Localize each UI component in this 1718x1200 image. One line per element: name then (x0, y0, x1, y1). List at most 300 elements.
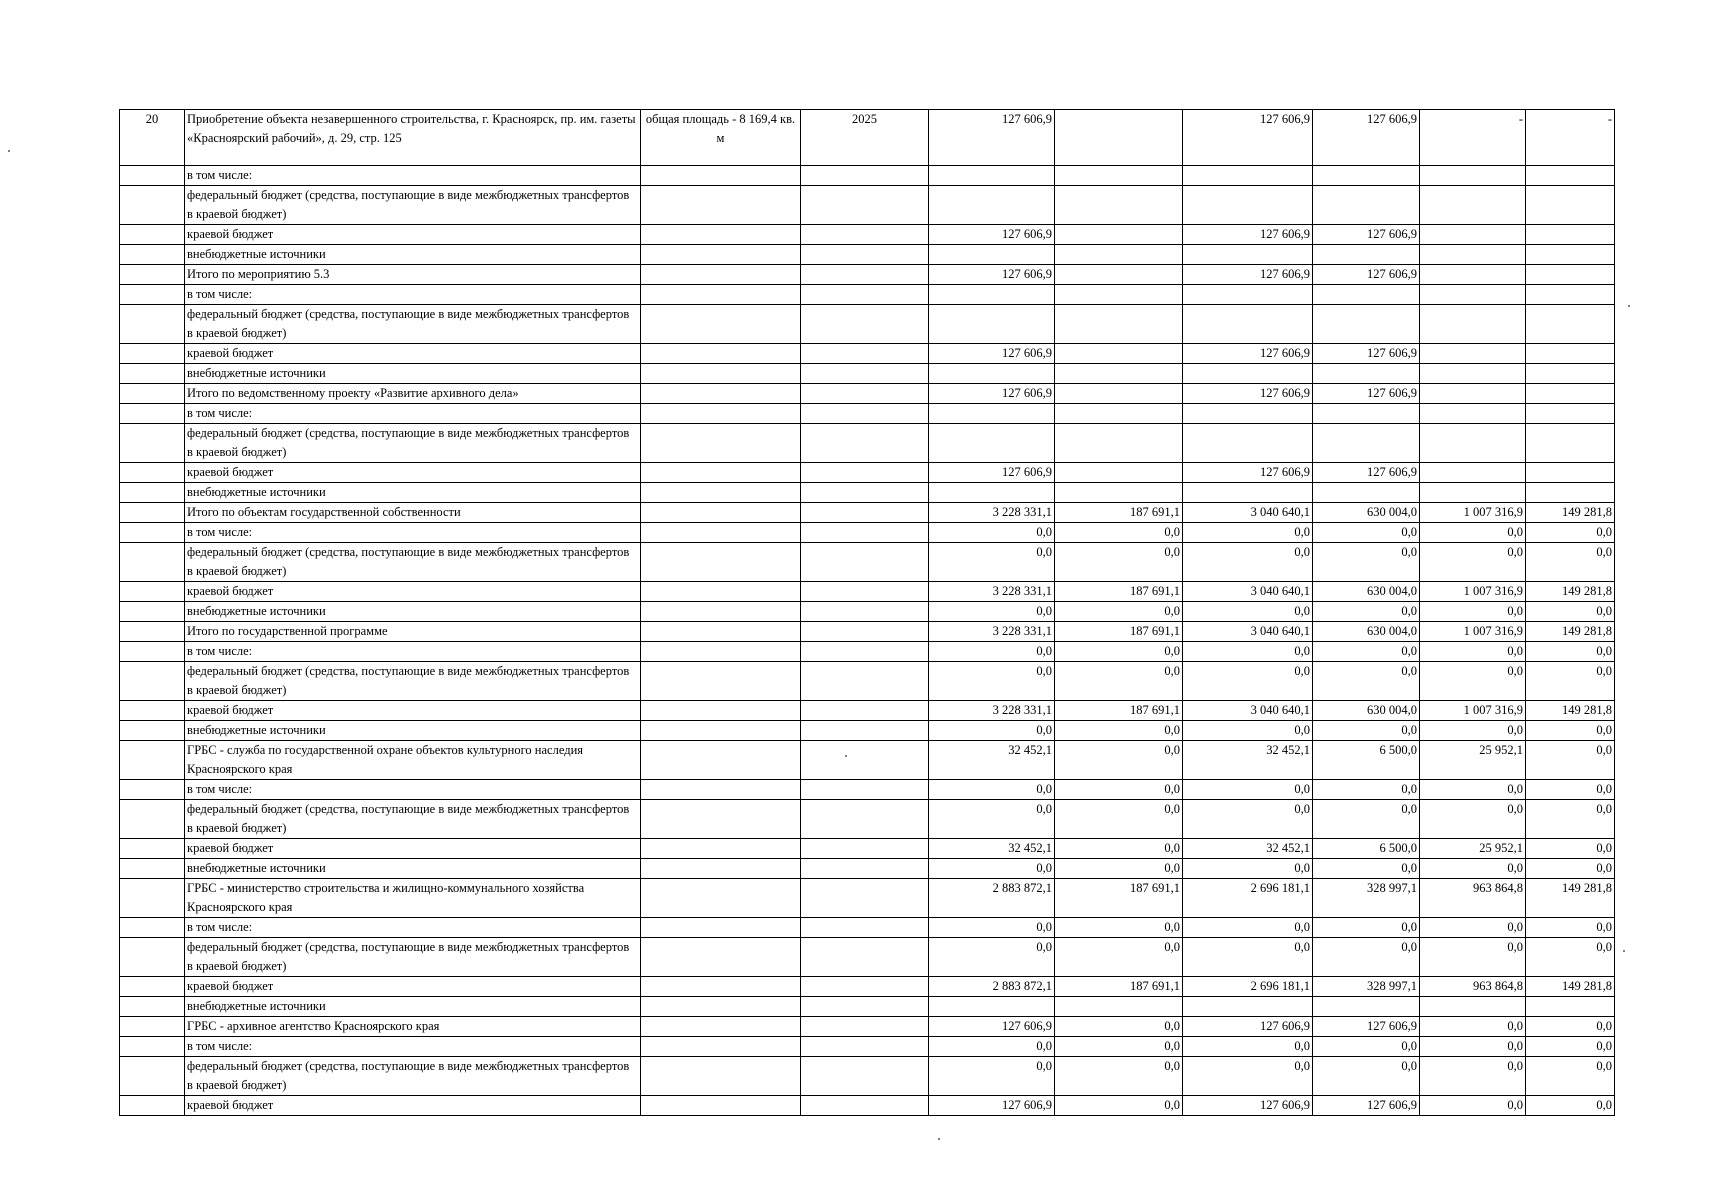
amount-cell: 0,0 (1420, 523, 1526, 543)
amount-cell (1420, 166, 1526, 186)
year-cell (801, 701, 929, 721)
amount-cell: 0,0 (1183, 642, 1313, 662)
characteristic-cell (641, 186, 801, 225)
characteristic-cell (641, 879, 801, 918)
amount-cell: 0,0 (929, 523, 1055, 543)
amount-cell: 1 007 316,9 (1420, 622, 1526, 642)
amount-cell: 0,0 (1526, 642, 1615, 662)
year-cell (801, 186, 929, 225)
year-cell (801, 839, 929, 859)
table-row (120, 1017, 1615, 1037)
scan-speck (1623, 950, 1625, 952)
amount-cell (1183, 997, 1313, 1017)
amount-cell: 0,0 (1183, 938, 1313, 977)
row-number-cell (120, 523, 185, 543)
amount-cell (1420, 404, 1526, 424)
description-cell: Итого по мероприятию 5.3 (185, 265, 641, 285)
amount-cell: 0,0 (929, 543, 1055, 582)
year-cell (801, 1037, 929, 1057)
amount-cell: 0,0 (929, 662, 1055, 701)
amount-cell (1420, 424, 1526, 463)
amount-cell: 127 606,9 (1313, 225, 1420, 245)
description-cell: ГРБС - архивное агентство Красноярского края (185, 1017, 641, 1037)
table-row (120, 701, 1615, 721)
amount-cell: 0,0 (1313, 800, 1420, 839)
amount-cell (1313, 245, 1420, 265)
description-cell: федеральный бюджет (средства, поступающие в виде межбюджетных трансфертов в краевой бюджет) (185, 424, 641, 463)
description-cell: федеральный бюджет (средства, поступающие в виде межбюджетных трансфертов в краевой бюджет) (185, 662, 641, 701)
characteristic-cell: общая площадь - 8 169,4 кв. м (641, 110, 801, 166)
characteristic-cell (641, 543, 801, 582)
year-cell (801, 622, 929, 642)
amount-cell: 0,0 (1420, 1017, 1526, 1037)
amount-cell: 0,0 (1313, 1057, 1420, 1096)
amount-cell (929, 166, 1055, 186)
characteristic-cell (641, 424, 801, 463)
year-cell (801, 741, 929, 780)
amount-cell: 2 696 181,1 (1183, 879, 1313, 918)
description-cell: внебюджетные источники (185, 483, 641, 503)
amount-cell: 0,0 (1055, 543, 1183, 582)
amount-cell (1526, 404, 1615, 424)
description-cell: краевой бюджет (185, 463, 641, 483)
amount-cell: 127 606,9 (1313, 344, 1420, 364)
amount-cell: 0,0 (1183, 859, 1313, 879)
year-cell (801, 543, 929, 582)
characteristic-cell (641, 977, 801, 997)
amount-cell: 0,0 (1526, 918, 1615, 938)
amount-cell: 0,0 (1183, 800, 1313, 839)
amount-cell: 3 040 640,1 (1183, 622, 1313, 642)
table-row (120, 839, 1615, 859)
row-number-cell (120, 285, 185, 305)
table-row (120, 186, 1615, 225)
year-cell (801, 404, 929, 424)
amount-cell: 0,0 (1183, 662, 1313, 701)
amount-cell: 127 606,9 (929, 1096, 1055, 1116)
table-row (120, 800, 1615, 839)
amount-cell: 127 606,9 (1183, 384, 1313, 404)
amount-cell: 0,0 (929, 780, 1055, 800)
amount-cell: 149 281,8 (1526, 879, 1615, 918)
amount-cell: 0,0 (1183, 543, 1313, 582)
characteristic-cell (641, 523, 801, 543)
row-number-cell (120, 839, 185, 859)
table-row (120, 523, 1615, 543)
characteristic-cell (641, 1017, 801, 1037)
year-cell (801, 424, 929, 463)
amount-cell (1313, 305, 1420, 344)
amount-cell (1526, 384, 1615, 404)
amount-cell: 0,0 (1420, 1037, 1526, 1057)
year-cell (801, 642, 929, 662)
amount-cell (1526, 364, 1615, 384)
row-number-cell (120, 918, 185, 938)
characteristic-cell (641, 305, 801, 344)
amount-cell: 0,0 (1055, 642, 1183, 662)
amount-cell: 0,0 (1420, 800, 1526, 839)
amount-cell: 0,0 (1420, 918, 1526, 938)
amount-cell: 0,0 (1313, 662, 1420, 701)
table-row (120, 364, 1615, 384)
table-row (120, 463, 1615, 483)
description-cell: федеральный бюджет (средства, поступающие в виде межбюджетных трансфертов в краевой бюджет) (185, 186, 641, 225)
amount-cell: 0,0 (1526, 1096, 1615, 1116)
amount-cell: 0,0 (1526, 938, 1615, 977)
amount-cell (1055, 245, 1183, 265)
year-cell (801, 265, 929, 285)
characteristic-cell (641, 997, 801, 1017)
table-row (120, 285, 1615, 305)
amount-cell: 127 606,9 (929, 110, 1055, 166)
table-row (120, 110, 1615, 166)
amount-cell: 0,0 (1420, 662, 1526, 701)
amount-cell: 1 007 316,9 (1420, 582, 1526, 602)
year-cell (801, 1017, 929, 1037)
characteristic-cell (641, 839, 801, 859)
characteristic-cell (641, 800, 801, 839)
amount-cell: 0,0 (1526, 602, 1615, 622)
table-row (120, 977, 1615, 997)
description-cell: внебюджетные источники (185, 602, 641, 622)
amount-cell (1526, 186, 1615, 225)
amount-cell: 0,0 (1420, 721, 1526, 741)
amount-cell: 127 606,9 (1183, 1096, 1313, 1116)
amount-cell (1313, 483, 1420, 503)
amount-cell: 0,0 (1055, 523, 1183, 543)
amount-cell: 149 281,8 (1526, 503, 1615, 523)
year-cell (801, 245, 929, 265)
amount-cell: 0,0 (1526, 1037, 1615, 1057)
amount-cell: 25 952,1 (1420, 839, 1526, 859)
amount-cell: - (1526, 110, 1615, 166)
amount-cell (1183, 364, 1313, 384)
row-number-cell (120, 721, 185, 741)
scan-speck (8, 150, 10, 152)
year-cell (801, 918, 929, 938)
table-row (120, 265, 1615, 285)
row-number-cell (120, 344, 185, 364)
amount-cell: 127 606,9 (1313, 384, 1420, 404)
amount-cell: 0,0 (1313, 1037, 1420, 1057)
row-number-cell (120, 662, 185, 701)
table-row (120, 997, 1615, 1017)
year-cell (801, 364, 929, 384)
table-row (120, 483, 1615, 503)
description-cell: краевой бюджет (185, 977, 641, 997)
amount-cell: 3 228 331,1 (929, 622, 1055, 642)
amount-cell (1420, 186, 1526, 225)
row-number-cell (120, 166, 185, 186)
description-cell: краевой бюджет (185, 582, 641, 602)
amount-cell (1313, 997, 1420, 1017)
row-number-cell (120, 543, 185, 582)
amount-cell (1055, 344, 1183, 364)
amount-cell: 127 606,9 (1313, 1017, 1420, 1037)
description-cell: ГРБС - служба по государственной охране объектов культурного наследия Красноярского края (185, 741, 641, 780)
amount-cell (1313, 285, 1420, 305)
amount-cell: 2 883 872,1 (929, 879, 1055, 918)
amount-cell: 127 606,9 (929, 1017, 1055, 1037)
amount-cell (1055, 285, 1183, 305)
amount-cell (1313, 404, 1420, 424)
amount-cell: 149 281,8 (1526, 582, 1615, 602)
row-number-cell (120, 424, 185, 463)
row-number-cell (120, 1017, 185, 1037)
description-cell: внебюджетные источники (185, 245, 641, 265)
table-row (120, 1057, 1615, 1096)
amount-cell: 0,0 (1526, 1057, 1615, 1096)
amount-cell: 0,0 (1420, 859, 1526, 879)
description-cell: в том числе: (185, 1037, 641, 1057)
amount-cell (1055, 483, 1183, 503)
amount-cell (1183, 404, 1313, 424)
scan-speck (1628, 305, 1630, 307)
row-number-cell (120, 938, 185, 977)
amount-cell (1526, 305, 1615, 344)
table-row (120, 245, 1615, 265)
amount-cell: 1 007 316,9 (1420, 503, 1526, 523)
table-row (120, 225, 1615, 245)
amount-cell (1055, 265, 1183, 285)
row-number-cell (120, 602, 185, 622)
year-cell (801, 800, 929, 839)
characteristic-cell (641, 602, 801, 622)
table-row (120, 344, 1615, 364)
amount-cell (1055, 305, 1183, 344)
table-row (120, 582, 1615, 602)
amount-cell: 0,0 (929, 721, 1055, 741)
row-number-cell (120, 977, 185, 997)
amount-cell: 32 452,1 (1183, 741, 1313, 780)
row-number-cell (120, 225, 185, 245)
amount-cell: 0,0 (1420, 938, 1526, 977)
amount-cell (1183, 305, 1313, 344)
amount-cell (1055, 997, 1183, 1017)
row-number-cell (120, 186, 185, 225)
amount-cell: 0,0 (1055, 721, 1183, 741)
amount-cell (1526, 424, 1615, 463)
amount-cell: 0,0 (1055, 839, 1183, 859)
characteristic-cell (641, 859, 801, 879)
year-cell (801, 1096, 929, 1116)
amount-cell: 0,0 (1313, 543, 1420, 582)
characteristic-cell (641, 364, 801, 384)
amount-cell: 0,0 (1313, 918, 1420, 938)
amount-cell (1420, 463, 1526, 483)
amount-cell (1055, 225, 1183, 245)
amount-cell: 0,0 (1313, 721, 1420, 741)
amount-cell (1420, 344, 1526, 364)
characteristic-cell (641, 780, 801, 800)
characteristic-cell (641, 918, 801, 938)
amount-cell: 0,0 (1526, 800, 1615, 839)
amount-cell: 127 606,9 (1313, 265, 1420, 285)
amount-cell (1055, 166, 1183, 186)
characteristic-cell (641, 622, 801, 642)
amount-cell: 127 606,9 (929, 344, 1055, 364)
row-number-cell (120, 582, 185, 602)
amount-cell (1526, 463, 1615, 483)
characteristic-cell (641, 938, 801, 977)
characteristic-cell (641, 1057, 801, 1096)
year-cell (801, 662, 929, 701)
amount-cell (929, 285, 1055, 305)
table-row (120, 1096, 1615, 1116)
amount-cell: 0,0 (1055, 741, 1183, 780)
amount-cell: 0,0 (929, 800, 1055, 839)
amount-cell (1526, 225, 1615, 245)
amount-cell: 3 228 331,1 (929, 503, 1055, 523)
amount-cell: 127 606,9 (1313, 1096, 1420, 1116)
row-number-cell (120, 404, 185, 424)
amount-cell (1526, 285, 1615, 305)
row-number-cell (120, 364, 185, 384)
amount-cell: 963 864,8 (1420, 977, 1526, 997)
amount-cell (1526, 265, 1615, 285)
row-number-cell (120, 701, 185, 721)
amount-cell: 127 606,9 (1183, 463, 1313, 483)
year-cell (801, 977, 929, 997)
table-row (120, 622, 1615, 642)
amount-cell: 3 228 331,1 (929, 582, 1055, 602)
characteristic-cell (641, 662, 801, 701)
characteristic-cell (641, 344, 801, 364)
amount-cell: 32 452,1 (929, 839, 1055, 859)
amount-cell (1526, 344, 1615, 364)
amount-cell: 963 864,8 (1420, 879, 1526, 918)
amount-cell: 0,0 (1055, 918, 1183, 938)
year-cell: 2025 (801, 110, 929, 166)
characteristic-cell (641, 741, 801, 780)
description-cell: в том числе: (185, 918, 641, 938)
characteristic-cell (641, 1096, 801, 1116)
amount-cell (1420, 225, 1526, 245)
amount-cell (1420, 364, 1526, 384)
table-row (120, 543, 1615, 582)
amount-cell: 1 007 316,9 (1420, 701, 1526, 721)
amount-cell: 0,0 (1526, 741, 1615, 780)
amount-cell: 0,0 (1526, 859, 1615, 879)
table-row (120, 780, 1615, 800)
amount-cell (1313, 186, 1420, 225)
budget-table (119, 109, 1615, 1116)
year-cell (801, 780, 929, 800)
amount-cell: 127 606,9 (929, 265, 1055, 285)
table-row (120, 305, 1615, 344)
year-cell (801, 582, 929, 602)
characteristic-cell (641, 285, 801, 305)
description-cell: внебюджетные источники (185, 364, 641, 384)
characteristic-cell (641, 582, 801, 602)
amount-cell (1526, 997, 1615, 1017)
amount-cell (1183, 424, 1313, 463)
amount-cell: 328 997,1 (1313, 879, 1420, 918)
amount-cell: 32 452,1 (1183, 839, 1313, 859)
amount-cell: 0,0 (1055, 1037, 1183, 1057)
year-cell (801, 166, 929, 186)
amount-cell: 2 883 872,1 (929, 977, 1055, 997)
amount-cell: 25 952,1 (1420, 741, 1526, 780)
amount-cell: 0,0 (1420, 1057, 1526, 1096)
amount-cell (1313, 424, 1420, 463)
amount-cell: 149 281,8 (1526, 977, 1615, 997)
year-cell (801, 721, 929, 741)
table-row (120, 662, 1615, 701)
amount-cell: 0,0 (929, 642, 1055, 662)
row-number-cell (120, 503, 185, 523)
row-number-cell (120, 780, 185, 800)
amount-cell (1420, 384, 1526, 404)
characteristic-cell (641, 225, 801, 245)
amount-cell (1420, 483, 1526, 503)
table-body (120, 110, 1615, 1116)
row-number-cell (120, 483, 185, 503)
amount-cell (1420, 997, 1526, 1017)
amount-cell (1183, 285, 1313, 305)
year-cell (801, 1057, 929, 1096)
amount-cell: 187 691,1 (1055, 701, 1183, 721)
amount-cell: 127 606,9 (929, 463, 1055, 483)
year-cell (801, 483, 929, 503)
amount-cell (1526, 245, 1615, 265)
description-cell: в том числе: (185, 285, 641, 305)
characteristic-cell (641, 721, 801, 741)
amount-cell (1183, 186, 1313, 225)
description-cell: федеральный бюджет (средства, поступающие в виде межбюджетных трансфертов в краевой бюджет) (185, 1057, 641, 1096)
description-cell: внебюджетные источники (185, 997, 641, 1017)
amount-cell (929, 997, 1055, 1017)
amount-cell: 0,0 (1055, 1057, 1183, 1096)
amount-cell: 149 281,8 (1526, 622, 1615, 642)
row-number-cell (120, 642, 185, 662)
amount-cell: 0,0 (1055, 938, 1183, 977)
description-cell: краевой бюджет (185, 1096, 641, 1116)
row-number-cell (120, 997, 185, 1017)
description-cell: Итого по объектам государственной собственности (185, 503, 641, 523)
amount-cell: 0,0 (929, 1037, 1055, 1057)
amount-cell: 187 691,1 (1055, 622, 1183, 642)
amount-cell: 0,0 (1420, 780, 1526, 800)
characteristic-cell (641, 245, 801, 265)
row-number-cell (120, 741, 185, 780)
row-number-cell (120, 384, 185, 404)
year-cell (801, 225, 929, 245)
amount-cell (929, 483, 1055, 503)
amount-cell: 187 691,1 (1055, 503, 1183, 523)
row-number-cell (120, 1096, 185, 1116)
amount-cell: 630 004,0 (1313, 622, 1420, 642)
characteristic-cell (641, 404, 801, 424)
row-number-cell (120, 859, 185, 879)
amount-cell: 127 606,9 (1313, 110, 1420, 166)
amount-cell: 127 606,9 (1183, 225, 1313, 245)
amount-cell: 0,0 (1313, 602, 1420, 622)
amount-cell (1055, 463, 1183, 483)
row-number-cell (120, 1057, 185, 1096)
amount-cell (1420, 245, 1526, 265)
amount-cell: 0,0 (929, 918, 1055, 938)
description-cell: краевой бюджет (185, 839, 641, 859)
amount-cell: 0,0 (1055, 780, 1183, 800)
amount-cell: 630 004,0 (1313, 582, 1420, 602)
characteristic-cell (641, 701, 801, 721)
amount-cell: 0,0 (1183, 1057, 1313, 1096)
table-row (120, 503, 1615, 523)
amount-cell: 0,0 (929, 602, 1055, 622)
year-cell (801, 859, 929, 879)
amount-cell: 3 040 640,1 (1183, 701, 1313, 721)
